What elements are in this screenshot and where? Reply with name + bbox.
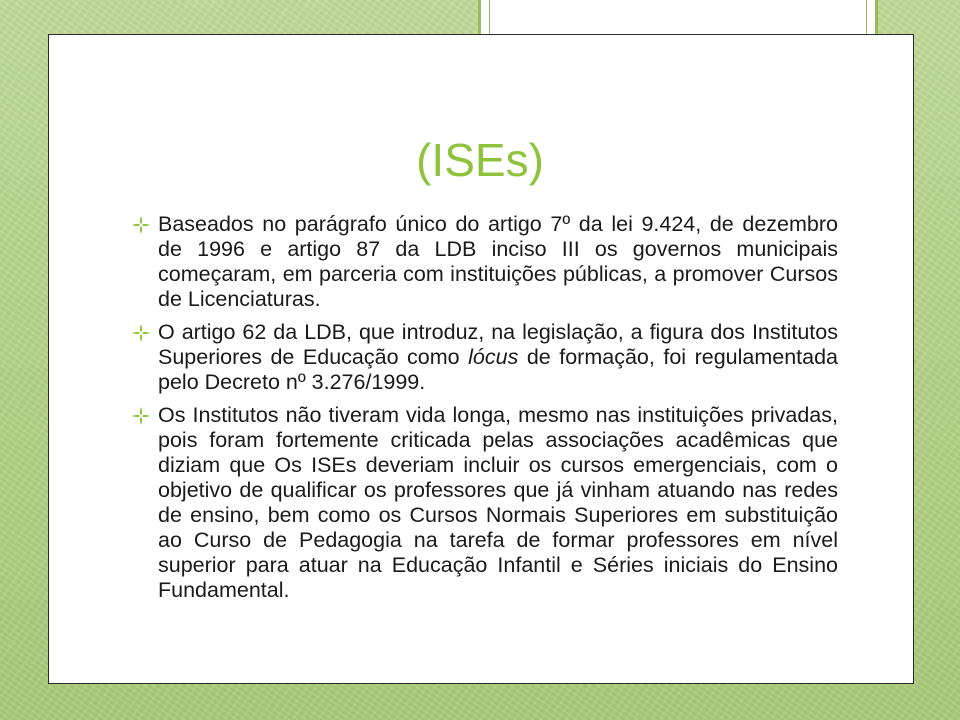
bullet-text-italic: lócus xyxy=(468,345,519,369)
bullet-text xyxy=(158,320,838,394)
bullet-item xyxy=(130,212,838,312)
bullet-text-part: de formação, foi regulamentada pelo Decreto nº 3.276/1999. xyxy=(158,345,839,394)
ornament-bullet-icon xyxy=(130,322,152,344)
bullet-item xyxy=(130,403,838,603)
bullet-text: Baseados no parágrafo único do artigo 7º da lei 9.424, de dezembro de 1996 e artigo 87 da LDB inciso III os governos municipais começaram, em parceria com instituições públicas, a promover Cursos de Licenciaturas. xyxy=(158,212,838,311)
ornament-bullet-icon xyxy=(130,405,152,427)
bullet-list xyxy=(130,212,838,611)
slide-title: (ISEs) xyxy=(416,134,544,186)
bullet-text-part: O artigo 62 da LDB, que introduz, na legislação, a figura dos Institutos Superiores de Educação como xyxy=(158,320,838,369)
ornament-bullet-icon xyxy=(130,214,152,236)
bullet-item xyxy=(130,320,838,395)
bullet-text: Os Institutos não tiveram vida longa, mesmo nas instituições privadas, pois foram fortemente criticada pelas associações acadêmicas que diziam que Os ISEs deveriam incluir os cursos emergenciais, com o objetivo de qualificar os professores que já vinham atuando nas redes de ensino, bem como os Cursos Normais Superiores em substituição ao Curso de Pedagogia na tarefa de formar professores em nível superior para atuar na Educação Infantil e Séries iniciais do Ensino Fundamental. xyxy=(158,403,838,602)
